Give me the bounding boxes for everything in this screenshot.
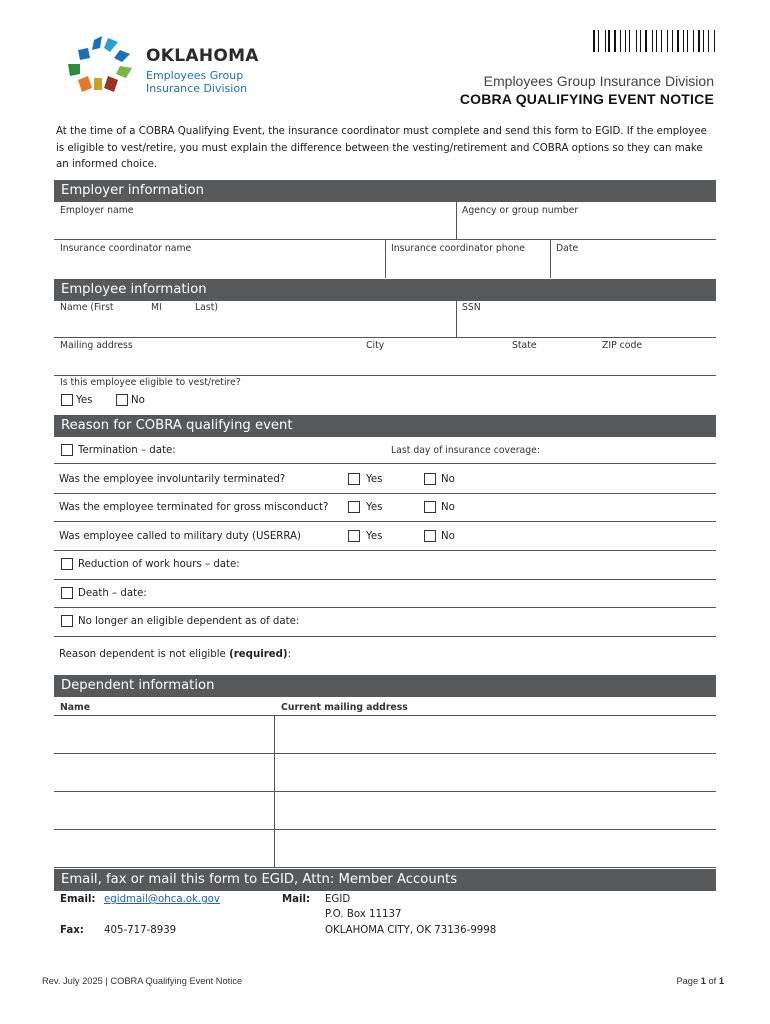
reason-not-eligible-label	[59, 649, 291, 660]
page-current: 1	[700, 976, 706, 986]
name-last-label: Last)	[195, 302, 218, 313]
divider	[456, 300, 457, 338]
dependent-address-field-1[interactable]	[276, 717, 714, 752]
email-label: Email:	[60, 894, 96, 905]
mailing-address-label: Mailing address	[60, 340, 133, 351]
page-of: of	[705, 976, 719, 986]
mailing-address-field[interactable]	[56, 340, 714, 374]
name-mi-label: MI	[151, 302, 162, 313]
logo-subtitle-line2: Insurance Division	[146, 82, 248, 95]
dependent-address-field-3[interactable]	[276, 793, 714, 828]
required-marker: (required)	[229, 649, 288, 660]
dependent-address-field-4[interactable]	[276, 831, 714, 866]
state-label: State	[512, 340, 537, 351]
footer-revision: Rev. July 2025 | COBRA Qualifying Event Notice	[42, 976, 243, 986]
agency-number-field[interactable]	[458, 204, 714, 238]
field-underline	[54, 493, 716, 494]
military-no-label: No	[441, 531, 455, 542]
employee-name-field[interactable]	[56, 302, 454, 336]
misconduct-yes-checkbox-icon[interactable]	[348, 501, 360, 513]
logo-subtitle-line1: Employees Group	[146, 69, 244, 82]
involuntary-question: Was the employee involuntarily terminated?	[59, 474, 286, 485]
email-link[interactable]: egidmail@ohca.ok.gov	[104, 894, 220, 905]
employer-name-label: Employer name	[60, 205, 134, 216]
logo-title: OKLAHOMA	[146, 46, 259, 66]
fax-value: 405-717-8939	[104, 925, 177, 936]
dependent-address-field-2[interactable]	[276, 755, 714, 790]
page-prefix: Page	[676, 976, 701, 986]
dependent-address-column-header: Current mailing address	[281, 702, 408, 713]
mail-line-2: P.O. Box 11137	[325, 909, 402, 920]
dependent-name-field-3[interactable]	[56, 793, 272, 828]
ssn-field[interactable]	[458, 302, 714, 336]
table-row-border	[54, 715, 716, 716]
date-label: Date	[556, 243, 579, 254]
no-longer-eligible-label: No longer an eligible dependent as of date:	[78, 616, 300, 627]
oklahoma-star-logo-icon	[64, 36, 136, 96]
death-checkbox-icon[interactable]	[61, 587, 73, 599]
contact-section-header: Email, fax or mail this form to EGID, Attn: Member Accounts	[54, 869, 716, 891]
involuntary-yes-checkbox-icon[interactable]	[348, 473, 360, 485]
divider	[385, 240, 386, 278]
divider	[456, 202, 457, 240]
page-total: 1	[718, 976, 724, 986]
vest-no-label: No	[131, 395, 145, 406]
table-row-border	[54, 829, 716, 830]
coordinator-name-field[interactable]	[56, 242, 383, 276]
table-row-border	[54, 867, 716, 868]
barcode-icon	[593, 30, 719, 52]
death-label: Death – date:	[78, 588, 147, 599]
name-first-label: Name (First	[60, 302, 114, 313]
city-label: City	[366, 340, 385, 351]
misconduct-yes-label: Yes	[366, 502, 383, 513]
employer-name-field[interactable]	[56, 204, 454, 238]
reason-colon: :	[287, 649, 292, 660]
dependent-section-header: Dependent information	[54, 675, 716, 697]
field-underline	[54, 636, 716, 637]
involuntary-no-label: No	[441, 474, 455, 485]
ssn-label: SSN	[462, 302, 481, 313]
military-yes-checkbox-icon[interactable]	[348, 530, 360, 542]
vest-no-checkbox-icon[interactable]	[116, 394, 128, 406]
reason-not-eligible-text: Reason dependent is not eligible	[59, 649, 226, 660]
form-title: COBRA QUALIFYING EVENT NOTICE	[459, 91, 714, 107]
divider	[550, 240, 551, 278]
fax-label: Fax:	[60, 925, 84, 936]
date-field[interactable]	[552, 242, 714, 276]
last-day-coverage-label: Last day of insurance coverage:	[391, 445, 540, 456]
termination-label: Termination – date:	[78, 445, 176, 456]
dependent-name-field-1[interactable]	[56, 717, 272, 752]
coordinator-phone-field[interactable]	[387, 242, 548, 276]
involuntary-no-checkbox-icon[interactable]	[424, 473, 436, 485]
military-no-checkbox-icon[interactable]	[424, 530, 436, 542]
reason-section-header: Reason for COBRA qualifying event	[54, 415, 716, 437]
involuntary-yes-label: Yes	[366, 474, 383, 485]
reduction-checkbox-icon[interactable]	[61, 558, 73, 570]
termination-checkbox-icon[interactable]	[61, 444, 73, 456]
intro-paragraph: At the time of a COBRA Qualifying Event, the insurance coordinator must complete and send this form to EGID. If the employee is eligible to vest/retire, you must explain the difference between the vesting/retirement and COBRA options so they can make an informed choice.	[56, 126, 707, 170]
misconduct-no-label: No	[441, 502, 455, 513]
dependent-name-field-4[interactable]	[56, 831, 272, 866]
employee-section-header: Employee information	[54, 279, 716, 301]
field-underline	[54, 463, 716, 464]
reduction-label: Reduction of work hours – date:	[78, 559, 240, 570]
misconduct-no-checkbox-icon[interactable]	[424, 501, 436, 513]
field-underline	[54, 550, 716, 551]
no-longer-eligible-checkbox-icon[interactable]	[61, 615, 73, 627]
field-underline	[54, 337, 716, 338]
dependent-name-field-2[interactable]	[56, 755, 272, 790]
employer-section-header: Employer information	[54, 180, 716, 202]
table-column-divider	[274, 715, 275, 867]
coordinator-name-label: Insurance coordinator name	[60, 243, 192, 254]
vest-question: Is this employee eligible to vest/retire?	[60, 377, 241, 388]
coordinator-phone-label: Insurance coordinator phone	[391, 243, 525, 254]
vest-yes-label: Yes	[76, 395, 93, 406]
field-underline	[54, 521, 716, 522]
mail-label: Mail:	[282, 894, 311, 905]
military-question: Was employee called to military duty (USERRA)	[59, 531, 301, 542]
dependent-name-column-header: Name	[60, 702, 91, 713]
field-underline	[54, 579, 716, 580]
table-row-border	[54, 791, 716, 792]
table-row-border	[54, 753, 716, 754]
misconduct-question: Was the employee terminated for gross misconduct?	[59, 502, 329, 513]
agency-number-label: Agency or group number	[462, 205, 579, 216]
field-underline	[54, 607, 716, 608]
mail-line-1: EGID	[325, 894, 351, 905]
vest-yes-checkbox-icon[interactable]	[61, 394, 73, 406]
reason-not-eligible-field[interactable]	[286, 646, 714, 666]
military-yes-label: Yes	[366, 531, 383, 542]
field-underline	[54, 375, 716, 376]
mail-line-3: OKLAHOMA CITY, OK 73136-9998	[325, 925, 497, 936]
zip-label: ZIP code	[602, 340, 643, 351]
page-number	[676, 976, 724, 986]
division-title: Employees Group Insurance Division	[483, 73, 714, 89]
